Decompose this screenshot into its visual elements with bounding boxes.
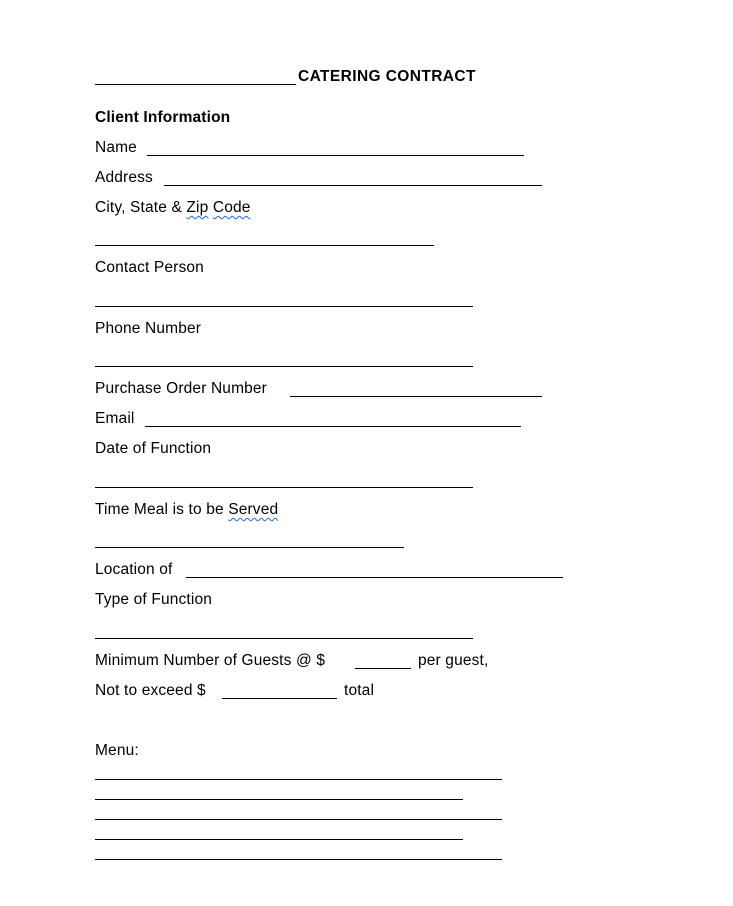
location-of-label: Location of [95, 561, 173, 578]
contact-person-label: Contact Person [95, 259, 204, 276]
date-of-function-label: Date of Function [95, 440, 212, 457]
date-of-function-field[interactable] [95, 487, 473, 488]
not-to-exceed-label: Not to exceed $ [95, 682, 206, 699]
menu-line-3[interactable] [95, 819, 502, 820]
location-of-field[interactable] [186, 577, 563, 578]
menu-line-1[interactable] [95, 779, 502, 780]
address-label: Address [95, 169, 153, 186]
zip-word: Zip [186, 199, 209, 216]
contact-person-field[interactable] [95, 306, 473, 307]
type-of-function-label: Type of Function [95, 591, 212, 608]
menu-line-2[interactable] [95, 799, 463, 800]
not-to-exceed-total-field[interactable] [222, 698, 337, 699]
type-of-function-field[interactable] [95, 638, 473, 639]
purchase-order-number-field[interactable] [290, 396, 542, 397]
section-heading-client-information: Client Information [95, 109, 231, 126]
city-state-prefix: City, State & [95, 199, 187, 216]
menu-label: Menu: [95, 742, 139, 759]
phone-number-field[interactable] [95, 366, 473, 367]
phone-number-label: Phone Number [95, 320, 202, 337]
menu-line-4[interactable] [95, 839, 463, 840]
city-state-zip-field[interactable] [95, 245, 434, 246]
time-meal-served-label [95, 501, 278, 519]
page-title: CATERING CONTRACT [298, 68, 476, 85]
email-label: Email [95, 410, 135, 427]
title-blank-line[interactable] [95, 84, 296, 85]
time-meal-prefix: Time Meal is to be [95, 501, 229, 518]
email-field[interactable] [145, 426, 521, 427]
served-word: Served [228, 501, 279, 518]
address-field[interactable] [164, 185, 542, 186]
purchase-order-number-label: Purchase Order Number [95, 380, 267, 397]
code-word: Code [212, 199, 251, 216]
minimum-guests-label: Minimum Number of Guests @ $ [95, 652, 326, 669]
total-label: total [344, 682, 375, 699]
name-label: Name [95, 139, 137, 156]
menu-line-5[interactable] [95, 859, 502, 860]
time-meal-served-field[interactable] [95, 547, 404, 548]
per-guest-label: per guest, [418, 652, 489, 669]
name-field[interactable] [147, 155, 524, 156]
city-state-zip-label [95, 199, 251, 217]
price-per-guest-field[interactable] [355, 668, 411, 669]
